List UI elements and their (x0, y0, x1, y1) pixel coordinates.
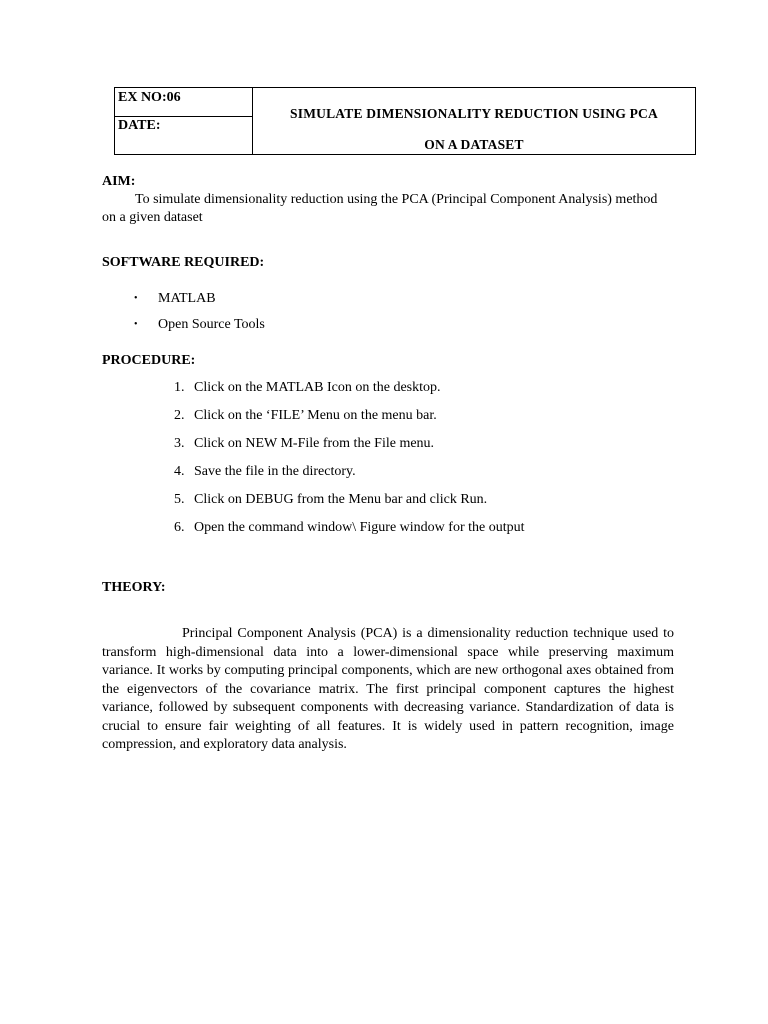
theory-text: Principal Component Analysis (PCA) is a dimensionality reduction technique used to transform high-dimensional data into a lower-dimensional space while preserving maximum variance. It works by computing principal components, which are new orthogonal axes obtained from the eigenvectors of the covariance matrix. The first principal component captures the highest variance, followed by subsequent components with decreasing variance. Standardization of data is crucial to ensure fair weighting of all features. It is widely used in pattern recognition, image compression, and exploratory data analysis. (102, 626, 674, 752)
step-number: 2. (174, 408, 185, 423)
list-item (130, 290, 265, 316)
aim-heading: AIM: (102, 174, 136, 189)
list-item (174, 435, 525, 463)
step-text: Click on NEW M-File from the File menu. (194, 436, 435, 451)
date-cell (115, 117, 252, 154)
step-number: 6. (174, 520, 185, 535)
ex-no-label: EX NO:06 (118, 90, 181, 105)
bullet-icon: • (134, 319, 138, 330)
step-number: 1. (174, 380, 185, 395)
date-label: DATE: (118, 118, 161, 133)
title-cell (253, 88, 695, 154)
header-table (114, 87, 696, 155)
step-number: 3. (174, 436, 185, 451)
list-item (174, 463, 525, 491)
software-list (130, 290, 265, 342)
title-line-2: ON A DATASET (424, 137, 524, 152)
step-text: Open the command window\ Figure window for the output (194, 520, 525, 535)
aim-text: To simulate dimensionality reduction using the PCA (Principal Component Analysis) method on a given dataset (102, 192, 658, 225)
header-left-column (115, 88, 253, 154)
step-text: Click on the ‘FILE’ Menu on the menu bar. (194, 408, 437, 423)
software-item-label: Open Source Tools (158, 317, 265, 332)
software-item-label: MATLAB (158, 291, 216, 306)
list-item (174, 407, 525, 435)
software-heading: SOFTWARE REQUIRED: (102, 255, 265, 270)
list-item (174, 519, 525, 547)
step-text: Save the file in the directory. (194, 464, 356, 479)
procedure-list (174, 379, 525, 547)
theory-heading: THEORY: (102, 580, 166, 595)
ex-no-cell (115, 88, 252, 117)
step-text: Click on the MATLAB Icon on the desktop. (194, 380, 441, 395)
step-text: Click on DEBUG from the Menu bar and click Run. (194, 492, 488, 507)
procedure-heading: PROCEDURE: (102, 353, 196, 368)
list-item (174, 379, 525, 407)
bullet-icon: • (134, 293, 138, 304)
step-number: 4. (174, 464, 185, 479)
step-number: 5. (174, 492, 185, 507)
list-item (130, 316, 265, 342)
title-line-1: SIMULATE DIMENSIONALITY REDUCTION USING PCA (290, 106, 658, 121)
list-item (174, 491, 525, 519)
